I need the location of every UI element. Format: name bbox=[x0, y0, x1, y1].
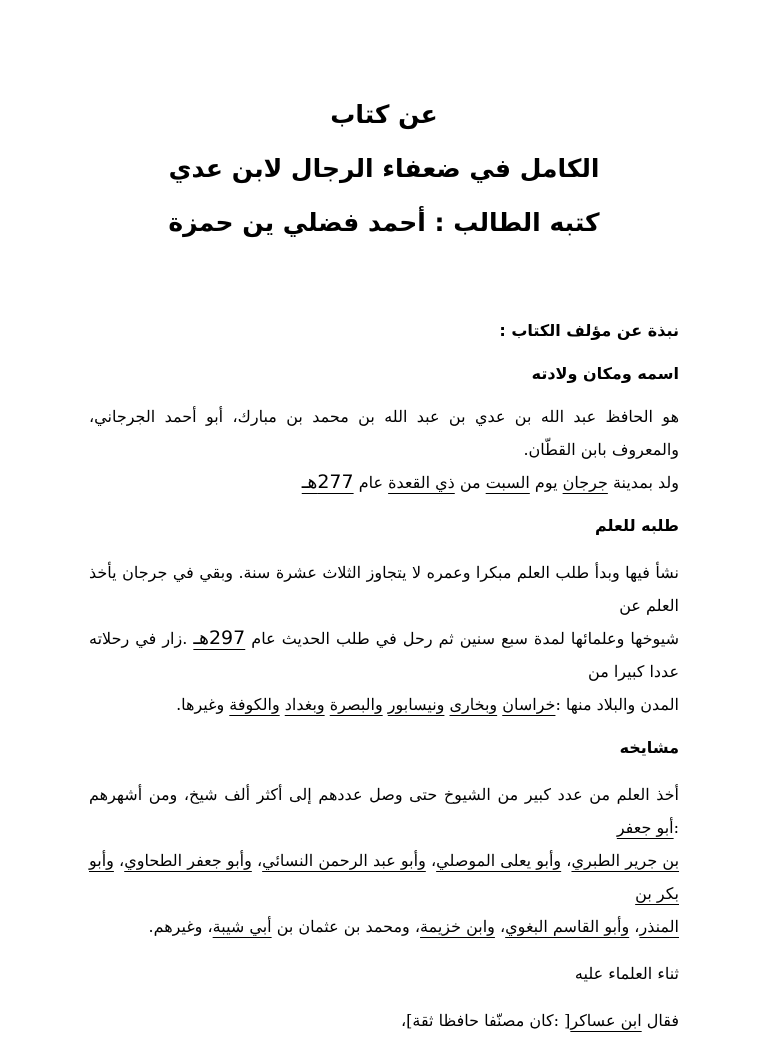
text-span: [ :كان مصنّفا حافظا ثقة]، bbox=[400, 1011, 571, 1030]
city-jurjan: جرجان bbox=[562, 473, 608, 492]
study-line-1: نشأ فيها وبدأ طلب العلم مبكرا وعمره لا يتجاوز الثلاث عشرة سنة. وبقي في جرجان يأخذ العلم عن bbox=[89, 563, 679, 615]
text-span: أخذ العلم من عدد كبير من الشيوخ حتى وصل عددهم إلى أكثر ألف شيخ، ومن أشهرهم : bbox=[89, 785, 679, 837]
text-span: وغيرها. bbox=[176, 695, 230, 714]
month-dhul-qada: ذي القعدة bbox=[388, 473, 455, 492]
city-baghdad: وبغداد bbox=[284, 695, 325, 714]
sheikh-ibn-abi-shayba: أبي شيبة bbox=[212, 917, 272, 936]
study-paragraph bbox=[89, 556, 679, 721]
name-heading: اسمه ومكان ولادته bbox=[531, 364, 679, 383]
sheikh-baghawi: وأبو القاسم البغوي bbox=[505, 917, 630, 936]
sheikh-ibn-mundhir-part-1: وأبو بكر بن bbox=[89, 851, 679, 903]
sheikh-tahawi: وأبو جعفر الطحاوي bbox=[124, 851, 252, 870]
title-line-1: عن كتاب bbox=[330, 100, 438, 129]
about-heading: نبذة عن مؤلف الكتاب : bbox=[499, 321, 679, 340]
text-span: فقال bbox=[641, 1011, 679, 1030]
shuyukh-paragraph bbox=[89, 778, 679, 943]
text-span: عام bbox=[353, 473, 389, 492]
title-line-2: الكامل في ضعفاء الرجال لابن عدي bbox=[168, 154, 600, 183]
document-body bbox=[89, 314, 679, 1037]
city-kufa: والكوفة bbox=[229, 695, 280, 714]
praise-heading: ثناء العلماء عليه bbox=[574, 964, 679, 983]
sheikh-nasai: وأبو عبد الرحمن النسائي bbox=[262, 851, 426, 870]
birth-year: 277هـ bbox=[301, 471, 354, 493]
text-span: شيوخها وعلمائها لمدة سبع سنين ثم رحل في طلب الحديث عام bbox=[245, 629, 680, 648]
city-nishapur: ونيسابور bbox=[387, 695, 445, 714]
sheikh-ibn-khuzayma: وابن خزيمة bbox=[420, 917, 495, 936]
shuyukh-heading: مشايخه bbox=[619, 738, 679, 757]
text-span: من bbox=[454, 473, 486, 492]
name-paragraph bbox=[89, 400, 679, 499]
day-sabt: السبت bbox=[485, 473, 530, 492]
sheikh-mawsili: وأبو يعلى الموصلي bbox=[436, 851, 562, 870]
sheikh-tabari-part-1: أبو جعفر bbox=[616, 818, 674, 837]
study-heading: طلبه للعلم bbox=[594, 516, 679, 535]
study-line-3 bbox=[89, 688, 679, 721]
city-basra: والبصرة bbox=[329, 695, 383, 714]
name-line-1: هو الحافظ عبد الله بن عدي بن عبد الله بن محمد بن مبارك، أبو أحمد الجرجاني، والمعروف بابن القطّان. bbox=[89, 407, 679, 459]
travel-year: 297هـ bbox=[193, 627, 246, 649]
text-span: ولد بمدينة bbox=[607, 473, 679, 492]
praise-paragraph bbox=[89, 1004, 679, 1037]
shuyukh-line-3: المنذر، وأبو القاسم البغوي، وابن خزيمة، ومحمد بن عثمان بن أبي شيبة، وغيرهم. bbox=[148, 917, 679, 936]
shuyukh-line-1 bbox=[89, 778, 679, 844]
study-line-2 bbox=[89, 622, 679, 688]
text-span: يوم bbox=[529, 473, 563, 492]
city-khorasan: خراسان bbox=[502, 695, 556, 714]
title-line-3: كتبه الطالب : أحمد فضلي ين حمزة bbox=[168, 208, 600, 237]
ibn-asakir: ابن عساكر bbox=[570, 1011, 642, 1030]
text-span: ومحمد بن عثمان بن bbox=[271, 917, 410, 936]
shuyukh-line-2: بن جرير الطبري، وأبو يعلى الموصلي، وأبو عبد الرحمن النسائي، وأبو جعفر الطحاوي، وأبو بكر بن bbox=[89, 851, 680, 903]
name-line-2 bbox=[89, 466, 679, 499]
sheikh-ibn-mundhir-part-2: المنذر bbox=[639, 917, 679, 936]
sheikh-tabari-part-2: بن جرير الطبري bbox=[571, 851, 680, 870]
text-span: المدن والبلاد منها : bbox=[555, 695, 679, 714]
text-span: ، وغيرهم. bbox=[148, 917, 213, 936]
city-bukhara: وبخارى bbox=[449, 695, 498, 714]
title-block bbox=[0, 88, 768, 250]
text-span: .زار في رحلاته عددا كبيرا من bbox=[89, 629, 679, 681]
